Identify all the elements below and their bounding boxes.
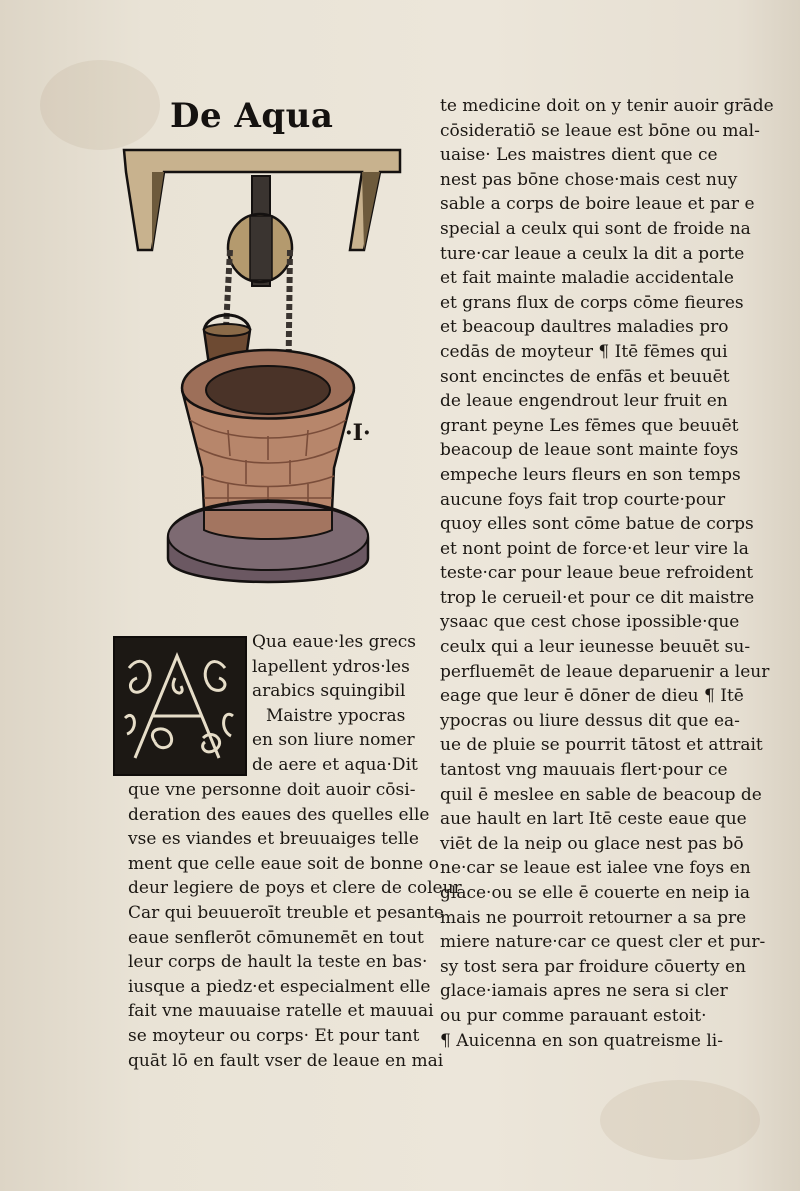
text-line: cedās de moyteur ¶ Itē fēmes qui [440,341,728,362]
text-line: cōsideratiō se leaue est bōne ou mal- [440,120,760,141]
beam-shadow [362,172,380,250]
text-column-left [128,778,462,1073]
text-line: nest pas bōne chose·mais cest nuy [440,169,738,190]
text-line: que vne personne doit auoir cōsi- [128,780,416,800]
initial-ornament-icon [115,638,245,774]
text-line: iusque a piedz·et especialment elle [128,976,431,997]
text-line: et fait mainte maladie accidentale [440,268,734,289]
text-line: et nont point de force·et leur vire la [440,538,749,559]
text-line: ceulx qui a leur ieunesse beuuēt su- [440,637,751,658]
text-line: empeche leurs fleurs en son temps [440,464,741,485]
paper-stain [600,1080,760,1160]
text-line: quil ē meslee en sable de beacoup de [440,784,762,805]
text-line: sont encinctes de enfās et beuuēt [440,366,730,387]
text-line: Qua eaue·les grecs [252,632,416,652]
text-line: ou pur comme parauant estoit· [440,1005,707,1026]
text-line: ypocras ou liure dessus dit que ea- [440,710,740,731]
text-line: deration des eaues des quelles elle [128,804,430,825]
text-column-right [440,94,774,1053]
text-line: ¶ Auicenna en son quatreisme li- [440,1030,723,1051]
text-line: te medicine doit on y tenir auoir grāde [440,96,774,116]
text-line: se moyteur ou corps· Et pour tant [128,1025,420,1046]
text-line: leur corps de hault la teste en bas· [128,952,428,973]
text-line: ture·car leaue a ceulx la dit a porte [440,243,745,264]
text-line: en son liure nomer [252,730,415,751]
text-line: Car qui beuueroīt treuble et pesante [128,902,444,923]
chapter-heading: De Aqua [170,96,334,136]
pulley-axle [250,216,272,280]
paper-stain [40,60,160,150]
well-foot [204,510,332,539]
text-line: trop le cerueil·et pour ce dit maistre [440,587,755,608]
text-line: et grans flux de corps cōme fieures [440,292,744,313]
text-line: grant peyne Les fēmes que beuuēt [440,415,739,436]
text-line: lapellent ydros·les [252,656,410,677]
text-line: special a ceulx qui sont de froide na [440,218,751,239]
text-line: ne·car se leaue est ialee vne foys en [440,858,751,879]
text-line: sy tost sera par froidure cōuerty en [440,956,747,977]
text-line: ue de pluie se pourrit tātost et attrait [440,735,763,756]
text-line: et beacoup daultres maladies pro [440,317,729,338]
text-line: glace·ou se elle ē couerte en neip ia [440,883,750,903]
text-line: vse es viandes et breuuaiges telle [128,829,419,850]
text-line: sable a corps de boire leaue et par e [440,194,755,215]
well-woodcut-illustration [118,138,408,598]
text-line: de aere et aqua·Dit [252,754,418,775]
text-line: de leaue engendrout leur fruit en [440,391,728,412]
text-line: aucune foys fait trop courte·pour [440,489,726,510]
text-line: ysaac que cest chose ipossible·que [440,612,740,633]
text-line: aue hault en lart Itē ceste eaue que [440,809,747,830]
text-line: mais ne pourroit retourner a sa pre [440,907,747,928]
text-line: deur legiere de poys et clere de coleur [128,878,462,899]
decorated-initial-letter [113,636,247,776]
text-line: eage que leur ē dōner de dieu ¶ Itē [440,686,744,707]
text-line: glace·iamais apres ne sera si cler [440,981,728,1002]
text-line: fait vne mauuaise ratelle et mauuai [128,1001,434,1022]
text-line: viēt de la neip ou glace nest pas bō [440,833,744,854]
text-line: uaise· Les maistres dient que ce [440,145,718,166]
text-line: ment que celle eaue soit de bonne o [128,853,439,874]
text-line: miere nature·car ce quest cler et pur- [440,932,766,953]
text-line: teste·car pour leaue beue refroident [440,563,754,584]
text-line: quoy elles sont cōme batue de corps [440,514,754,535]
text-line: beacoup de leaue sont mainte foys [440,440,739,461]
well-opening [206,366,330,414]
text-column-left-indented [252,630,428,778]
text-line: perfluemēt de leaue deparuenir a leur [440,661,770,682]
marginal-section-mark: ·I· [345,420,371,446]
text-line: quāt lō en fault vser de leaue en mai [128,1050,444,1071]
text-line: arabics squingibil [252,681,406,702]
bucket-rim [204,324,250,336]
text-line: tantost vng mauuais flert·pour ce [440,760,728,781]
text-line: Maistre ypocras [266,705,406,726]
text-line: eaue senflerōt cōmunemēt en tout [128,927,424,948]
